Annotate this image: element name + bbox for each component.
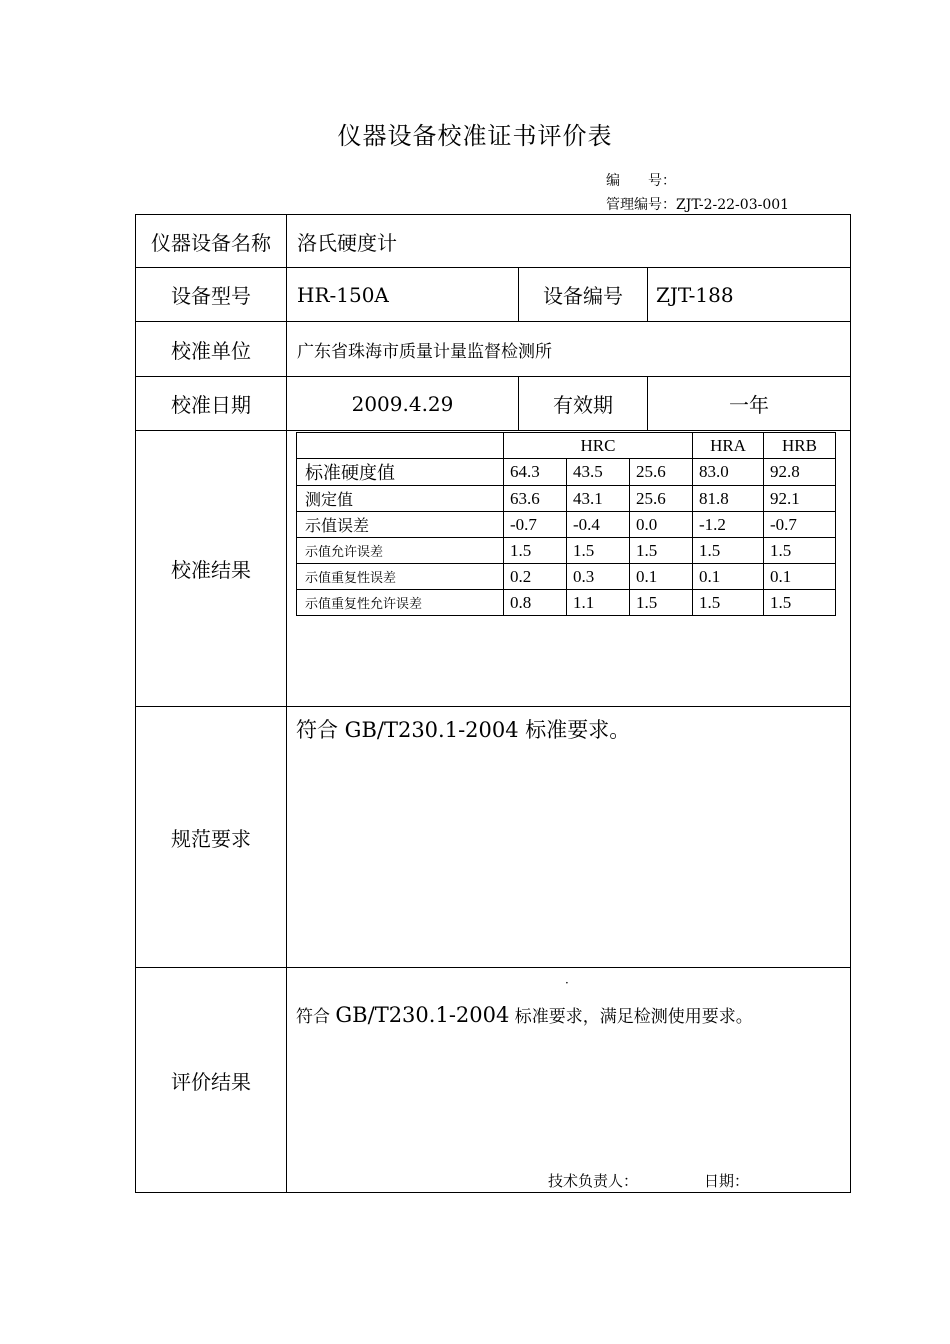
evaluation-result-text: 符合 GB/T230.1-2004 标准要求，满足检测使用要求。 [296,1003,753,1027]
page-title: 仪器设备校准证书评价表 [337,122,613,150]
table-cell: 81.8 [693,486,764,512]
spec-requirement-label: 规范要求 [171,826,251,851]
evaluation-result-label: 评价结果 [171,1069,251,1094]
results-header-blank [297,433,504,459]
table-cell: 63.6 [504,486,567,512]
results-header-hra: HRA [693,433,764,459]
calibration-unit-label: 校准单位 [171,338,251,363]
results-header-hrb: HRB [764,433,836,459]
row-label: 示值允许误差 [297,538,504,564]
spec-requirement-text: 符合 GB/T230.1-2004 标准要求。 [296,718,631,742]
table-cell: -0.4 [567,512,630,538]
table-row [297,590,836,616]
calibration-unit-value: 广东省珠海市质量计量监督检测所 [297,341,552,362]
table-cell: 92.1 [764,486,836,512]
table-cell: 1.5 [693,538,764,564]
table-cell: 1.5 [693,590,764,616]
table-cell: 1.5 [504,538,567,564]
table-cell: 92.8 [764,459,836,486]
table-row [297,538,836,564]
results-header-hrc: HRC [504,433,693,459]
number-label: 编 号： [606,173,676,189]
table-cell: 0.1 [630,564,693,590]
table-cell: 1.1 [567,590,630,616]
row-label: 标准硬度值 [297,459,504,486]
tech-lead-label: 技术负责人： [548,1172,639,1190]
table-cell: 43.5 [567,459,630,486]
row-label: 测定值 [297,486,504,512]
table-cell: -1.2 [693,512,764,538]
table-cell: 0.3 [567,564,630,590]
device-number-label: 设备编号 [543,284,623,308]
table-cell: 0.2 [504,564,567,590]
table-cell: 1.5 [764,590,836,616]
table-cell: 64.3 [504,459,567,486]
validity-value: 一年 [729,393,769,417]
equipment-name-label: 仪器设备名称 [151,230,271,255]
table-row [297,486,836,512]
row-label: 示值误差 [297,512,504,538]
table-cell: 25.6 [630,459,693,486]
table-cell: 1.5 [630,590,693,616]
device-number-value: ZJT-188 [656,282,734,307]
results-header-row [297,433,836,459]
table-cell: 1.5 [630,538,693,564]
table-cell: 1.5 [764,538,836,564]
table-cell: 0.0 [630,512,693,538]
calibration-result-label: 校准结果 [171,558,251,582]
model-label: 设备型号 [171,284,251,308]
table-cell: 25.6 [630,486,693,512]
model-value: HR-150A [297,282,389,307]
table-cell: -0.7 [504,512,567,538]
table-row [297,459,836,486]
calibration-date-value: 2009.4.29 [351,391,454,416]
table-cell: 0.1 [693,564,764,590]
table-cell: 43.1 [567,486,630,512]
calibration-date-label: 校准日期 [171,393,251,417]
row-label: 示值重复性误差 [297,564,504,590]
table-cell: -0.7 [764,512,836,538]
validity-label: 有效期 [553,393,613,417]
evaluation-dot: · [565,976,569,990]
table-cell: 0.8 [504,590,567,616]
management-number: 管理编号：ZJT-2-22-03-001 [606,197,790,213]
table-cell: 0.1 [764,564,836,590]
table-row [297,564,836,590]
signature-line [548,1170,749,1191]
table-row [297,512,836,538]
row-label: 示值重复性允许误差 [297,590,504,616]
calibration-results-table [296,432,836,616]
equipment-name-value: 洛氏硬度计 [297,230,397,255]
table-cell: 1.5 [567,538,630,564]
date-label: 日期： [704,1172,750,1190]
table-cell: 83.0 [693,459,764,486]
